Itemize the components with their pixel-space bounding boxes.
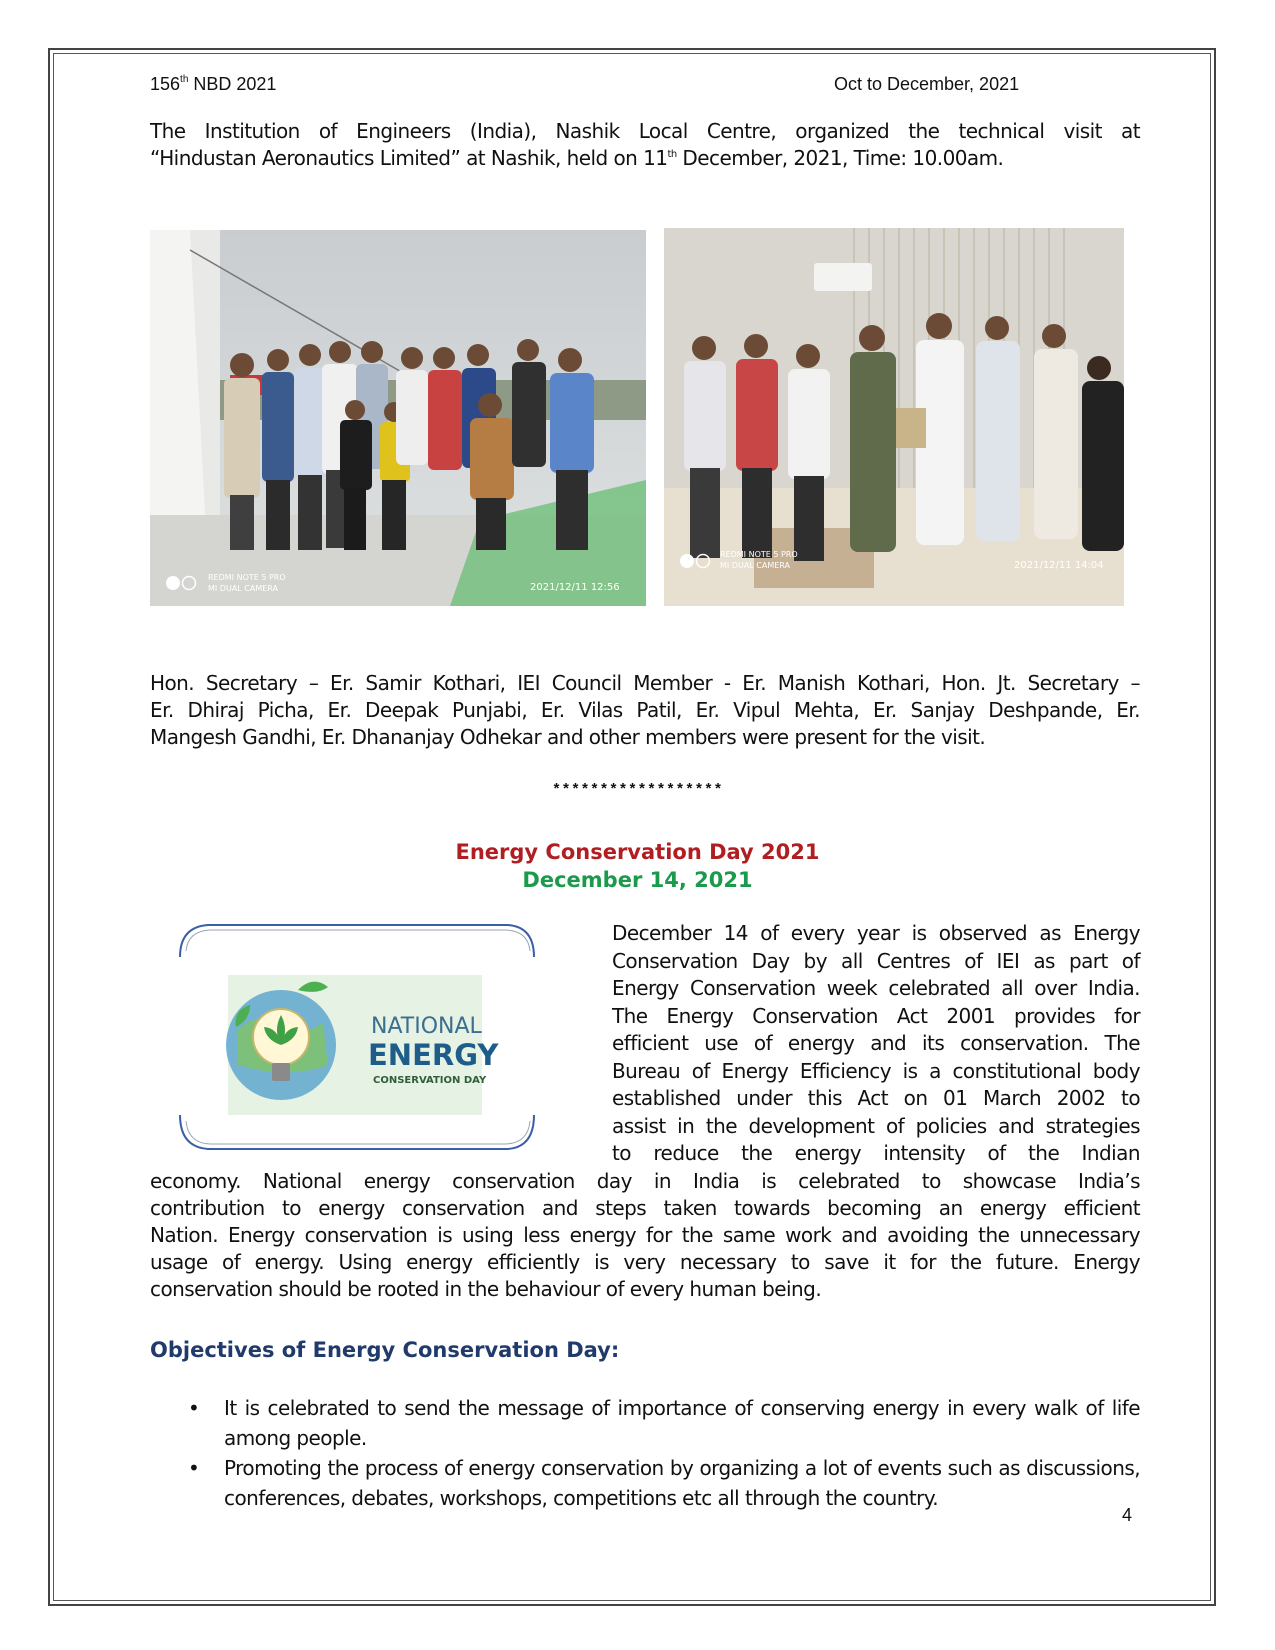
camera-label-1b: MI DUAL CAMERA bbox=[208, 584, 279, 593]
visit-photo-office bbox=[664, 228, 1124, 606]
energy-body-paragraph: economy. National energy conservation day in India is celebrated to showcase India’s contribution to energy conservation and steps taken towards becoming an energy efficient Nation. Energy conservation is using less energy for the same work and avoiding the unnecessary usage of energy. Using energy efficiently is very necessary to save it for the future. Energy conservation should be rooted in the behaviour of every human being. bbox=[150, 1169, 1140, 1301]
energy-day-date: December 14, 2021 bbox=[522, 868, 753, 892]
energy-day-title: Energy Conservation Day 2021 bbox=[455, 840, 820, 864]
objectives-heading: Objectives of Energy Conservation Day: bbox=[150, 1338, 620, 1362]
camera-label-1a: REDMI NOTE 5 PRO bbox=[208, 573, 286, 582]
logo-text-national: NATIONAL bbox=[371, 1014, 482, 1039]
section-separator: ****************** bbox=[551, 782, 724, 799]
photo-timestamp-1: 2021/12/11 12:56 bbox=[530, 582, 620, 593]
energy-day-logo-frame bbox=[178, 915, 538, 1160]
photo-timestamp-2: 2021/12/11 14:04 bbox=[1014, 560, 1104, 571]
header-issue: 156th NBD 2021 bbox=[150, 74, 277, 94]
list-item: • It is celebrated to send the message of importance of conserving energy in every walk of life among people. bbox=[150, 1393, 1140, 1453]
visit-photo-terrace bbox=[150, 230, 646, 606]
camera-label-2a: REDMI NOTE 5 PRO bbox=[720, 550, 798, 559]
energy-intro-wrapped: December 14 of every year is observed as Energy Conservation Day by all Centres of IEI as part of Energy Conservation week celebrated all over India. The Energy Conservation Act 2001 provides for efficient use of energy and its conservation. The Bureau of Energy Efficiency is a constitutional body established under this Act on 01 March 2002 to assist in the development of policies and strategies to reduce the energy intensity of the Indian bbox=[612, 921, 1140, 1165]
logo-text-energy: ENERGY bbox=[368, 1038, 499, 1072]
camera-label-2b: MI DUAL CAMERA bbox=[720, 561, 791, 570]
objectives-list bbox=[150, 1393, 1140, 1513]
visit-intro: The Institution of Engineers (India), Nashik Local Centre, organized the technical visit at “Hindustan Aeronautics Limited” at Nashik, held on 11th December, 2021, Time: 10.00am. bbox=[150, 119, 1140, 170]
list-item: • Promoting the process of energy conservation by organizing a lot of events such as discussions, conferences, debates, workshops, competitions etc all through the country. bbox=[150, 1453, 1140, 1513]
attendees-paragraph: Hon. Secretary – Er. Samir Kothari, IEI Council Member - Er. Manish Kothari, Hon. Jt. Secretary – Er. Dhiraj Picha, Er. Deepak Punjabi, Er. Vilas Patil, Er. Vipul Mehta, Er. Sanjay Deshpande, Er. Mangesh Gandhi, Er. Dhananjay Odhekar and other members were present for the visit. bbox=[150, 671, 1140, 749]
logo-text-conservation-day: CONSERVATION DAY bbox=[373, 1075, 487, 1086]
page-number: 4 bbox=[1122, 1505, 1133, 1525]
header-period: Oct to December, 2021 bbox=[834, 74, 1020, 94]
